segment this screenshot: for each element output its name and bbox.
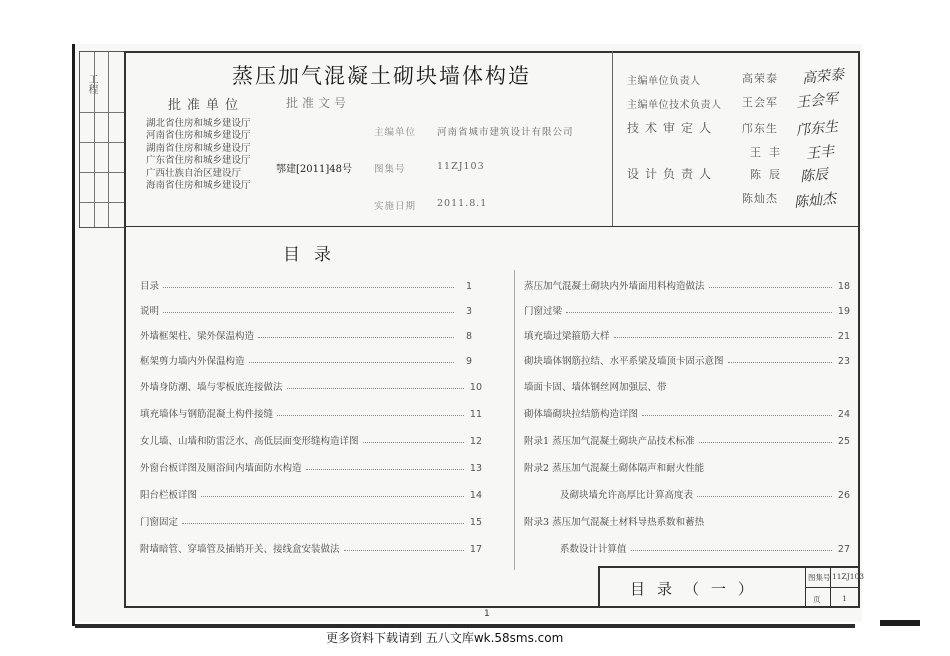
toc-entry-page: 1 [465,281,472,292]
toc-entry-title: 外窗台板详图及厕浴间内墙面防水构造 [140,463,302,474]
approval-doc-number: 鄂建[2011]48号 [276,164,352,175]
designer-name: 陈灿杰 [742,192,778,205]
toc-entry[interactable] [524,404,850,420]
department-item: 海南省住房和城乡建设厅 [146,180,251,192]
toc-entry-page: 17 [469,544,482,555]
leader-dots [566,312,832,313]
page-number: 1 [484,609,490,619]
toc-entry-page: 9 [465,356,472,367]
toc-entry-page: 25 [837,436,850,447]
toc-entry[interactable] [560,485,850,501]
toc-entry-title: 系数设计计算值 [560,544,627,555]
footer-watermark: 更多资料下载请到 五八文库wk.58sms.com [326,631,564,645]
leader-dots [631,550,832,551]
leader-dots [728,362,832,363]
title-block-divider [805,587,860,588]
set-number-value: 11ZJ103 [832,572,865,581]
leader-dots [258,337,454,338]
toc-entry-page: 23 [837,356,850,367]
leader-dots [614,337,832,338]
toc-entry[interactable] [140,458,482,474]
toc-entry-title: 目录 [140,281,160,292]
strip-column [108,52,109,227]
editor-unit-label: 主编单位 [374,127,417,138]
effective-date-value: 2011.8.1 [437,198,488,209]
toc-entry[interactable] [524,326,850,342]
page-value: 1 [842,594,847,603]
toc-entry-title: 说明 [140,306,160,317]
approval-department-list [146,118,251,192]
toc-entry[interactable] [524,276,850,292]
toc-entry[interactable] [140,512,482,528]
toc-entry-page: 21 [837,331,850,342]
designer-name: 陈辰 [750,168,788,181]
toc-entry-title: 框架剪力墙内外保温构造 [140,356,245,367]
strip-row-line [80,172,124,173]
toc-entry-page: 12 [469,436,482,447]
toc-entry-title: 附录3 蒸压加气混凝土材料导热系数和蓄热 [524,517,705,528]
toc-entry-page: 24 [837,409,850,420]
toc-entry-page: 10 [469,382,482,393]
side-stamp: 工程 [86,74,97,94]
approval-doc-heading: 批准文号 [286,96,351,110]
toc-heading: 目录 [283,245,345,265]
toc-entry-title: 填充墙过梁箍筋大样 [524,331,610,342]
toc-entry-page: 3 [465,306,472,317]
toc-entry-title: 阳台栏板详图 [140,490,198,501]
leader-dots [697,496,832,497]
toc-entry-title: 砌体墙砌块拉结筋构造详图 [524,409,639,420]
toc-entry-title: 蒸压加气混凝土砌块内外墙面用料构造做法 [524,281,705,292]
toc-entry-title: 外墙身防潮、墙与零板底连接做法 [140,382,283,393]
strip-row-line [80,112,124,113]
signature: 邝东生 [795,118,839,140]
leader-dots [306,469,464,470]
department-item: 湖南省住房和城乡建设厅 [146,142,251,154]
leader-dots [163,287,454,288]
toc-entry-title: 门窗过梁 [524,306,563,317]
department-item: 湖北省住房和城乡建设厅 [146,118,251,129]
tech-lead-label: 主编单位技术负责人 [627,100,722,111]
toc-entry[interactable] [560,539,850,555]
toc-entry[interactable] [140,431,482,447]
department-item: 广西壮族自治区建设厅 [146,167,242,179]
leader-dots [163,312,454,313]
toc-entry-title: 及砌块墙允许高厚比计算高度表 [560,490,694,501]
department-item: 河南省住房和城乡建设厅 [146,130,251,142]
sheet-title: 目录（一） [630,580,766,598]
chief-org-label: 主编单位负责人 [627,76,701,87]
toc-entry[interactable] [140,351,472,367]
tech-review-name: 邝东生 [742,122,778,135]
side-approval-strip [79,51,124,228]
toc-entry-title: 门窗固定 [140,517,179,528]
toc-entry[interactable] [524,301,850,317]
set-number-value: 11ZJ103 [437,161,485,172]
leader-dots [201,496,464,497]
toc-entry[interactable] [524,458,850,474]
effective-date-label: 实施日期 [374,201,417,212]
chief-org-name: 高荣泰 [742,72,778,85]
editor-unit-value: 河南省城市建筑设计有限公司 [437,127,574,138]
strip-row-line [80,142,124,143]
toc-entry-page: 15 [469,517,482,528]
signature: 王丰 [805,143,835,163]
signature: 陈灿杰 [793,190,837,212]
tech-lead-name: 王会军 [742,96,778,109]
leader-dots [249,362,454,363]
leader-dots [699,442,832,443]
toc-entry[interactable] [524,512,850,528]
toc-entry-title: 女儿墙、山墙和防雷泛水、高低层面变形缝构造详图 [140,436,359,447]
toc-column-divider [514,270,515,570]
leader-dots [344,550,464,551]
toc-entry-page: 27 [837,544,850,555]
toc-entry-page: 26 [837,490,850,501]
toc-entry-title: 附录1 蒸压加气混凝土砌块产品技术标准 [524,436,695,447]
toc-entry[interactable] [140,485,482,501]
strip-row-line [80,202,124,203]
toc-entry[interactable] [524,431,850,447]
toc-entry[interactable] [140,301,472,317]
approval-unit-heading: 批准单位 [168,98,245,113]
toc-entry-title: 附录2 蒸压加气混凝土砌体隔声和耐火性能 [524,463,705,474]
page-label: 页 [813,595,821,604]
toc-entry-page: 11 [469,409,482,420]
header-split-line [612,51,613,226]
set-number-label: 图集号 [374,164,406,175]
leader-dots [277,415,464,416]
signature: 陈辰 [799,166,829,186]
toc-entry-page: 18 [837,281,850,292]
toc-entry[interactable] [140,326,472,342]
leader-dots [287,388,464,389]
toc-entry-title: 墙面卡固、墙体钢丝网加强层、带 [524,382,667,393]
toc-entry[interactable] [140,377,482,393]
toc-entry-page: 19 [837,306,850,317]
leader-dots [642,415,832,416]
binding-line [72,44,75,626]
set-number-label: 图集号 [808,573,831,582]
toc-entry-title: 附墙暗管、穿墙管及插销开关、接线盒安装做法 [140,544,340,555]
department-item: 广东省住房和城乡建设厅 [146,155,251,167]
toc-entry-page: 14 [469,490,482,501]
signature: 高荣泰 [801,66,845,88]
toc-entry[interactable] [140,404,482,420]
designer-name: 王丰 [750,146,788,159]
toc-entry-title: 外墙框架柱、梁外保温构造 [140,331,255,342]
scan-edge-mark [880,620,920,626]
leader-dots [363,442,464,443]
toc-entry[interactable] [140,276,472,292]
tech-review-label: 技术审定人 [627,121,718,135]
toc-entry-page: 8 [465,331,472,342]
leader-dots [182,523,464,524]
signature: 王会军 [795,90,839,112]
toc-entry[interactable] [524,377,850,393]
atlas-title: 蒸压加气混凝土砌块墙体构造 [232,64,531,88]
leader-dots [709,287,832,288]
toc-entry-title: 砌块墙体钢筋拉结、水平系梁及墙顶卡固示意图 [524,356,724,367]
header-divider [124,226,860,227]
scan-edge-line [75,624,855,628]
toc-entry[interactable] [140,539,482,555]
designer-label: 设计负责人 [627,167,718,181]
toc-entry[interactable] [524,351,850,367]
toc-entry-title: 填充墙体与钢筋混凝土构件接缝 [140,409,274,420]
toc-entry-page: 13 [469,463,482,474]
